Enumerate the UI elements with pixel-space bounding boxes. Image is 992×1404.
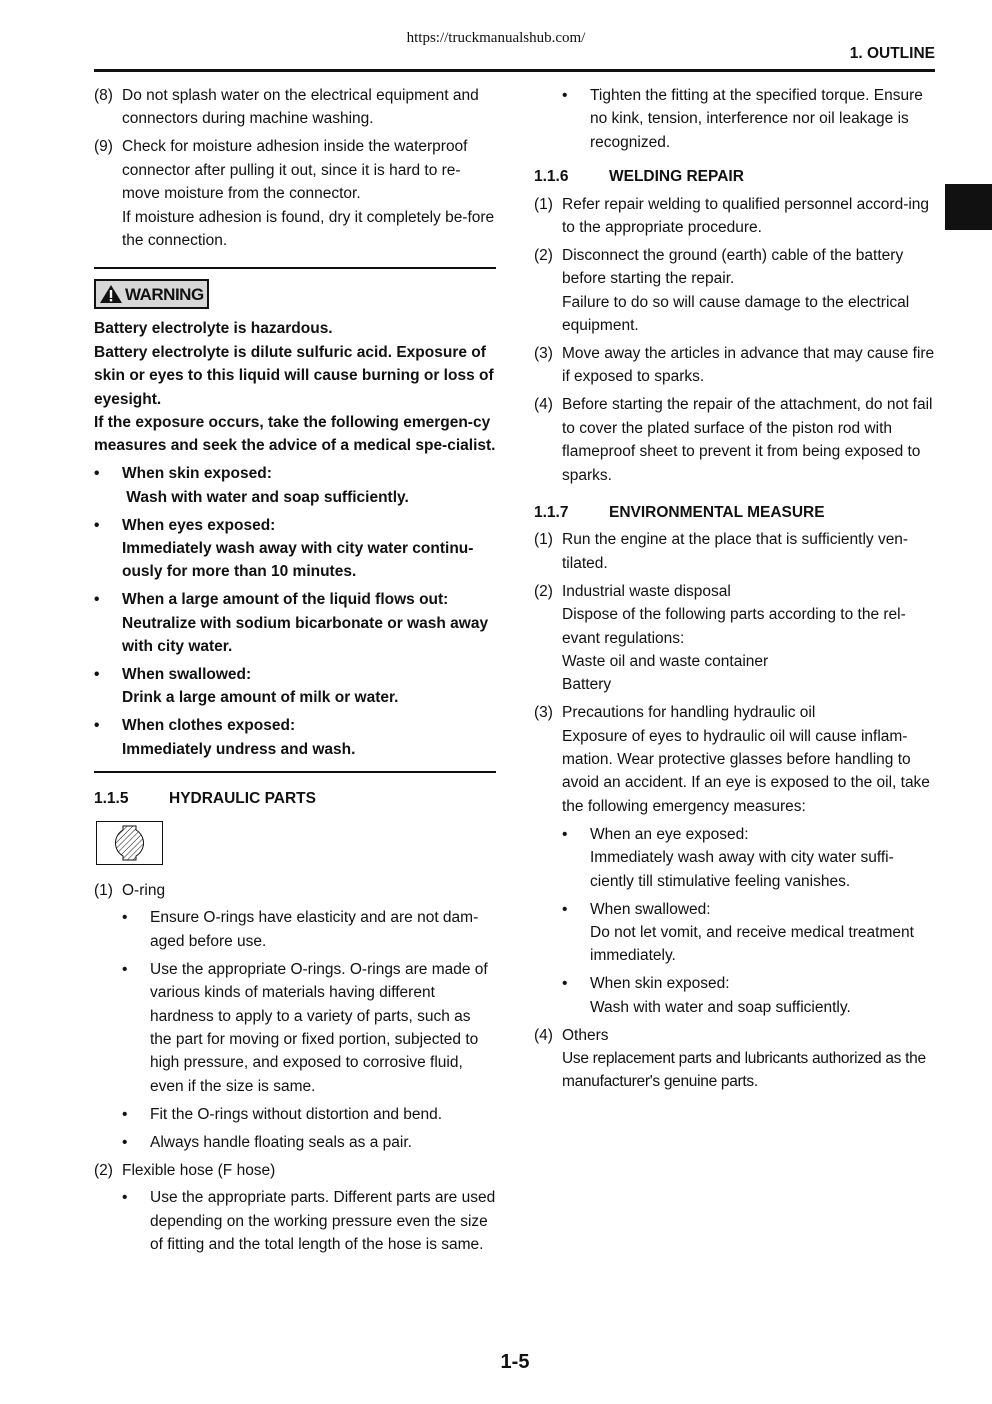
bullet-dot: • bbox=[122, 960, 128, 978]
bullet-body: Wash with water and soap sufficiently. bbox=[122, 488, 409, 506]
list-item bbox=[534, 1024, 936, 1094]
list-item bbox=[534, 528, 936, 575]
left-column bbox=[94, 84, 496, 1261]
list-item bbox=[534, 393, 936, 487]
list-item bbox=[534, 701, 936, 1019]
bullet-body: Neutralize with sodium bicarbonate or wash away with city water. bbox=[122, 614, 489, 656]
section-title: ENVIRONMENTAL MEASURE bbox=[609, 504, 825, 521]
bullet-body: Drink a large amount of milk or water. bbox=[122, 689, 399, 707]
item-number: (2) bbox=[534, 246, 553, 264]
section-heading bbox=[534, 165, 936, 188]
section-number: 1.1.6 bbox=[534, 168, 569, 186]
warning-badge bbox=[94, 279, 209, 309]
bullet-text: Tighten the fitting at the specified torque. Ensure no kink, tension, interference nor oil leakage is recognized. bbox=[590, 87, 923, 151]
bullet-dot: • bbox=[562, 975, 568, 993]
chapter-tab-marker bbox=[945, 184, 992, 230]
sub-bullet-list bbox=[534, 84, 936, 154]
section-header: 1. OUTLINE bbox=[849, 45, 935, 62]
item-text-line: If moisture adhesion is found, dry it completely be-fore the connection. bbox=[122, 208, 495, 249]
o-ring-drawing bbox=[97, 822, 162, 864]
bullet-text: Ensure O-rings have elasticity and are not dam-aged before use. bbox=[150, 909, 479, 950]
bullet-text: Use the appropriate O-rings. O-rings are made of various kinds of materials having different hardness to apply to a variety of parts, such as the part for moving or fixed portion, subjected to high pressure, and exposed to corrosive fluid, even if the size is same. bbox=[150, 960, 488, 1095]
item-number: (1) bbox=[534, 195, 553, 213]
source-url: https://truckmanualshub.com/ bbox=[406, 30, 586, 46]
list-item bbox=[94, 879, 496, 902]
warning-bullet bbox=[94, 714, 496, 761]
page-number: 1-5 bbox=[500, 1351, 530, 1373]
item-text-line: Check for moisture adhesion inside the waterproof connector after pulling it out, since it is hard to re-move moisture from the connector. bbox=[122, 138, 468, 203]
bullet-dot: • bbox=[122, 1133, 128, 1151]
bullet-dot: • bbox=[122, 909, 128, 927]
list-item bbox=[534, 193, 936, 240]
item-text: Refer repair welding to qualified personnel accord-ing to the appropriate procedure. bbox=[562, 195, 930, 237]
bullet-text: Always handle floating seals as a pair. bbox=[150, 1133, 412, 1151]
item-text: O-ring bbox=[122, 881, 166, 899]
warning-text: Battery electrolyte is dilute sulfuric acid. Exposure of skin or eyes to this liquid will cause burning or loss of eyesight. bbox=[94, 343, 494, 408]
list-bullet bbox=[562, 823, 936, 893]
bullet-dot: • bbox=[562, 900, 568, 918]
header-rule bbox=[94, 69, 935, 72]
item-text-line: Dispose of the following parts according to the rel-evant regulations: bbox=[562, 606, 906, 647]
bullet-body: Immediately wash away with city water suffi-ciently till stimulative feeling vanishes. bbox=[590, 849, 894, 890]
bullet-dot: • bbox=[562, 825, 568, 843]
list-bullet bbox=[562, 972, 936, 1019]
item-text-line: Others bbox=[562, 1026, 609, 1044]
list-bullet bbox=[562, 898, 936, 968]
item-text: Run the engine at the place that is sufficiently ven-tilated. bbox=[562, 531, 909, 572]
item-number: (2) bbox=[94, 1161, 113, 1179]
list-item bbox=[94, 135, 496, 252]
warning-bullet bbox=[94, 663, 496, 710]
item-text bbox=[562, 580, 936, 697]
bullet-dot: • bbox=[94, 591, 100, 609]
item-text: Move away the articles in advance that may cause fire if exposed to sparks. bbox=[562, 345, 935, 386]
bullet-body: Immediately wash away with city water continu-ously for more than 10 minutes. bbox=[122, 540, 474, 581]
bullet-text: Fit the O-rings without distortion and bend. bbox=[150, 1105, 443, 1123]
bullet-body: Wash with water and soap sufficiently. bbox=[590, 998, 851, 1016]
item-text-line: Disconnect the ground (earth) cable of the battery before starting the repair. bbox=[562, 246, 904, 288]
item-text-line: Exposure of eyes to hydraulic oil will cause inflam-mation. Wear protective glasses before handling to avoid an accident. If an eye is exposed to the oil, take the following emergency measures: bbox=[562, 727, 930, 815]
item-number: (4) bbox=[534, 1026, 553, 1044]
warning-text: Battery electrolyte is hazardous. bbox=[94, 320, 333, 338]
bullet-title: When skin exposed: bbox=[122, 465, 272, 483]
bullet-text: Use the appropriate parts. Different parts are used depending on the working pressure even the size of fitting and the total length of the hose is same. bbox=[150, 1189, 496, 1254]
list-bullet bbox=[122, 1131, 496, 1154]
bullet-body: Immediately undress and wash. bbox=[122, 740, 356, 758]
right-column bbox=[534, 84, 936, 1098]
bullet-dot: • bbox=[94, 717, 100, 735]
sub-bullet-list bbox=[94, 1186, 496, 1256]
list-bullet bbox=[122, 906, 496, 953]
list-item bbox=[94, 84, 496, 131]
section-title: HYDRAULIC PARTS bbox=[169, 790, 316, 808]
warning-bullet bbox=[94, 514, 496, 584]
item-text-line: Use replacement parts and lubricants authorized as the manufacturer's genuine parts. bbox=[562, 1049, 926, 1091]
item-text-line: Battery bbox=[562, 676, 612, 694]
warning-bullet bbox=[94, 588, 496, 658]
bullet-title: When eyes exposed: bbox=[122, 516, 276, 534]
warning-bullet bbox=[94, 462, 496, 509]
list-bullet bbox=[122, 958, 496, 1098]
bullet-dot: • bbox=[562, 87, 568, 104]
item-text bbox=[122, 135, 496, 252]
bullet-title: When clothes exposed: bbox=[122, 717, 296, 735]
item-text-line: Waste oil and waste container bbox=[562, 652, 769, 670]
item-number: (1) bbox=[94, 881, 113, 899]
bullet-title: When an eye exposed: bbox=[590, 825, 749, 843]
bullet-title: When a large amount of the liquid flows out: bbox=[122, 591, 449, 609]
list-item bbox=[534, 580, 936, 697]
item-text bbox=[562, 1024, 936, 1094]
bullet-title: When swallowed: bbox=[122, 666, 252, 684]
item-text-line: Precautions for handling hydraulic oil bbox=[562, 704, 816, 722]
bullet-title: When swallowed: bbox=[590, 900, 711, 918]
item-text: Flexible hose (F hose) bbox=[122, 1161, 276, 1179]
section-title: WELDING REPAIR bbox=[609, 168, 744, 186]
item-number: (2) bbox=[534, 582, 553, 600]
section-number: 1.1.7 bbox=[534, 504, 569, 521]
item-text: Do not splash water on the electrical equipment and connectors during machine washing. bbox=[122, 87, 479, 128]
item-number: (8) bbox=[94, 87, 113, 104]
bullet-dot: • bbox=[122, 1189, 128, 1207]
sub-bullet-list bbox=[94, 906, 496, 1154]
item-text: Before starting the repair of the attachment, do not fail to cover the plated surface of the piston rod with flameproof sheet to prevent it from being exposed to sparks. bbox=[562, 396, 933, 484]
warning-badge-label: WARNING bbox=[125, 284, 204, 304]
list-item bbox=[94, 1159, 496, 1182]
item-number: (3) bbox=[534, 345, 553, 363]
item-text bbox=[562, 701, 936, 1019]
warning-triangle-icon bbox=[99, 284, 123, 304]
item-number: (1) bbox=[534, 531, 553, 549]
bullet-dot: • bbox=[94, 465, 100, 483]
list-item bbox=[534, 342, 936, 389]
item-text-line: Failure to do so will cause damage to the electrical equipment. bbox=[562, 293, 910, 335]
bullet-dot: • bbox=[122, 1105, 128, 1123]
list-bullet bbox=[562, 84, 936, 154]
warning-box bbox=[94, 267, 496, 773]
section-number: 1.1.5 bbox=[94, 790, 129, 808]
section-heading bbox=[534, 501, 936, 524]
list-item bbox=[534, 244, 936, 338]
list-bullet bbox=[122, 1103, 496, 1126]
section-heading bbox=[94, 787, 496, 810]
item-text-line: Industrial waste disposal bbox=[562, 582, 731, 600]
o-ring-icon bbox=[96, 821, 163, 865]
list-bullet bbox=[122, 1186, 496, 1256]
item-text bbox=[562, 244, 936, 338]
bullet-title: When skin exposed: bbox=[590, 975, 730, 993]
item-number: (4) bbox=[534, 396, 553, 414]
item-number: (3) bbox=[534, 704, 553, 722]
bullet-dot: • bbox=[94, 516, 100, 534]
bullet-dot: • bbox=[94, 666, 100, 684]
bullet-body: Do not let vomit, and receive medical treatment immediately. bbox=[590, 923, 914, 965]
item-number: (9) bbox=[94, 138, 113, 156]
warning-text: If the exposure occurs, take the following emergen-cy measures and seek the advice of a medical spe-cialist. bbox=[94, 413, 496, 455]
